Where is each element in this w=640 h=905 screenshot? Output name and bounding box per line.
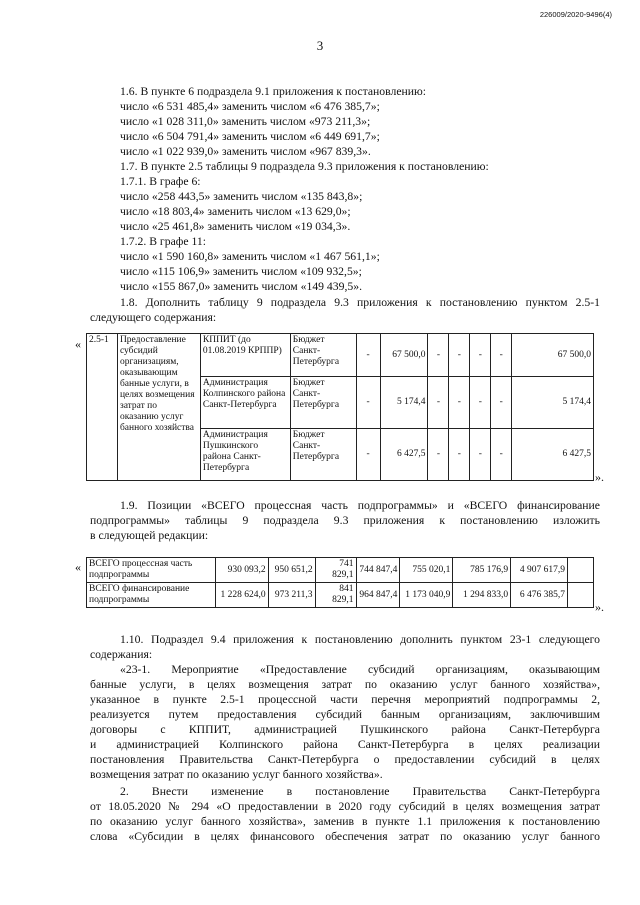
section-2-line: 2. Внести изменение в постановление Правительства Санкт-Петербурга bbox=[120, 785, 600, 798]
row-label: ВСЕГО финансирование подпрограммы bbox=[87, 583, 216, 608]
section-1-6-intro: 1.6. В пункте 6 подраздела 9.1 приложения к постановлению: bbox=[120, 85, 427, 98]
value-cell: - bbox=[491, 377, 512, 429]
quoted-text-line: договоры с КППИТ, администрацией Пушкинского района Санкт-Петербурга bbox=[90, 723, 600, 736]
value-cell: - bbox=[449, 429, 470, 481]
empty-cell bbox=[568, 583, 594, 608]
section-1-7-2-title: 1.7.2. В графе 11: bbox=[120, 235, 206, 248]
value-cell: - bbox=[491, 334, 512, 377]
value-cell: - bbox=[356, 377, 380, 429]
table-totals bbox=[86, 557, 594, 608]
value-cell: - bbox=[428, 377, 449, 429]
section-2-line: слова «Субсидии в целях финансового обеспечения затрат по оказанию услуг банного bbox=[90, 830, 600, 843]
quoted-text-line: постановления Правительства Санкт-Петербурга о предоставлении субсидий в целях bbox=[90, 753, 600, 766]
section-1-7-2-line: число «1 590 160,8» заменить числом «1 467 561,1»; bbox=[120, 250, 380, 263]
total-cell: 4 907 617,9 bbox=[511, 558, 568, 583]
value-cell: - bbox=[470, 377, 491, 429]
table-row bbox=[87, 583, 594, 608]
section-1-8-line: следующего содержания: bbox=[90, 311, 217, 324]
value-cell: 1 173 040,9 bbox=[400, 583, 453, 608]
value-cell: 785 176,9 bbox=[453, 558, 511, 583]
table-row bbox=[87, 334, 594, 377]
document-number: 226009/2020-9496(4) bbox=[539, 10, 612, 19]
value-cell: 744 847,4 bbox=[356, 558, 400, 583]
section-1-6-line: число «1 028 311,0» заменить числом «973 211,3»; bbox=[120, 115, 371, 128]
value-cell: - bbox=[356, 334, 380, 377]
value-cell: 741 829,1 bbox=[315, 558, 356, 583]
quoted-text-line: банные услуги, в целях возмещения затрат по оказанию услуг банного хозяйства», bbox=[90, 678, 600, 691]
close-quote: ». bbox=[595, 600, 604, 614]
row-label: ВСЕГО процессная часть подпрограммы bbox=[87, 558, 216, 583]
executor-cell: КППИТ (до 01.08.2019 КРППР) bbox=[200, 334, 290, 377]
quoted-text-line: возмещения затрат по оказанию услуг банного хозяйства». bbox=[90, 768, 383, 781]
executor-cell: Администрация Колпинского района Санкт-Петербурга bbox=[200, 377, 290, 429]
total-cell: 6 427,5 bbox=[512, 429, 594, 481]
quoted-text-line: реализуется путем предоставления субсидий банным организациям, заключившим bbox=[90, 708, 600, 721]
section-1-9-line: 1.9. Позиции «ВСЕГО процессная часть подпрограммы» и «ВСЕГО финансирование bbox=[120, 499, 600, 512]
value-cell: 841 829,1 bbox=[315, 583, 356, 608]
section-1-7-2-line: число «155 867,0» заменить числом «149 439,5». bbox=[120, 280, 362, 293]
section-1-7-2-line: число «115 106,9» заменить числом «109 932,5»; bbox=[120, 265, 362, 278]
value-cell: - bbox=[470, 334, 491, 377]
section-1-9-line: подпрограммы» таблицы 9 подраздела 9.3 приложения к постановлению изложить bbox=[90, 514, 600, 527]
value-cell: 964 847,4 bbox=[356, 583, 400, 608]
section-1-6-line: число «6 504 791,4» заменить числом «6 449 691,7»; bbox=[120, 130, 380, 143]
section-2-line: по оказанию услуг банного хозяйства», заменив в пункте 1.1 приложения к постановлению bbox=[90, 815, 600, 828]
executor-cell: Администрация Пушкинского района Санкт-Петербурга bbox=[200, 429, 290, 481]
value-cell: - bbox=[449, 334, 470, 377]
value-cell: 5 174,4 bbox=[380, 377, 428, 429]
section-1-7-1-title: 1.7.1. В графе 6: bbox=[120, 175, 201, 188]
total-cell: 5 174,4 bbox=[512, 377, 594, 429]
table-item-2-5-1 bbox=[86, 333, 594, 481]
value-cell: - bbox=[449, 377, 470, 429]
quoted-text-line: и администрацией Колпинского района Санкт-Петербурга в целях реализации bbox=[90, 738, 600, 751]
source-cell: Бюджет Санкт-Петербурга bbox=[290, 429, 356, 481]
section-2-line: от 18.05.2020 № 294 «О предоставлении в 2020 году субсидий в целях возмещения затрат bbox=[90, 800, 600, 813]
section-1-7-intro: 1.7. В пункте 2.5 таблицы 9 подраздела 9.3 приложения к постановлению: bbox=[120, 160, 489, 173]
value-cell: - bbox=[491, 429, 512, 481]
empty-cell bbox=[568, 558, 594, 583]
value-cell: - bbox=[356, 429, 380, 481]
open-quote: « bbox=[75, 337, 81, 351]
quoted-text-line: указанное в пункте 2.5-1 процессной части перечня мероприятий подпрограммы 2, bbox=[90, 693, 600, 706]
value-cell: 930 093,2 bbox=[215, 558, 268, 583]
value-cell: 950 651,2 bbox=[268, 558, 315, 583]
total-cell: 6 476 385,7 bbox=[511, 583, 568, 608]
close-quote: ». bbox=[595, 470, 604, 484]
value-cell: - bbox=[428, 334, 449, 377]
section-1-7-1-line: число «18 803,4» заменить числом «13 629,0»; bbox=[120, 205, 351, 218]
section-1-10-line: содержания: bbox=[90, 648, 153, 661]
item-number: 2.5-1 bbox=[87, 334, 118, 481]
section-1-9-line: в следующей редакции: bbox=[90, 529, 209, 542]
page-number: 3 bbox=[316, 38, 324, 53]
section-1-7-1-line: число «25 461,8» заменить числом «19 034,3». bbox=[120, 220, 351, 233]
value-cell: 6 427,5 bbox=[380, 429, 428, 481]
value-cell: 755 020,1 bbox=[400, 558, 453, 583]
value-cell: 1 294 833,0 bbox=[453, 583, 511, 608]
table-row bbox=[87, 558, 594, 583]
value-cell: - bbox=[428, 429, 449, 481]
item-description: Предоставление субсидий организациям, оказывающим банные услуги, в целях возмещения затрат по оказанию услуг банного хозяйства bbox=[117, 334, 200, 481]
section-1-7-1-line: число «258 443,5» заменить числом «135 843,8»; bbox=[120, 190, 363, 203]
value-cell: - bbox=[470, 429, 491, 481]
quoted-text-line: «23-1. Мероприятие «Предоставление субсидий организациям, оказывающим bbox=[120, 663, 600, 676]
section-1-6-line: число «1 022 939,0» заменить числом «967 839,3». bbox=[120, 145, 371, 158]
section-1-6-line: число «6 531 485,4» заменить числом «6 476 385,7»; bbox=[120, 100, 380, 113]
value-cell: 1 228 624,0 bbox=[215, 583, 268, 608]
total-cell: 67 500,0 bbox=[512, 334, 594, 377]
value-cell: 67 500,0 bbox=[380, 334, 428, 377]
open-quote: « bbox=[75, 560, 81, 574]
value-cell: 973 211,3 bbox=[268, 583, 315, 608]
section-1-8-line: 1.8. Дополнить таблицу 9 подраздела 9.3 приложения к постановлению пунктом 2.5-1 bbox=[120, 296, 600, 309]
source-cell: Бюджет Санкт-Петербурга bbox=[290, 377, 356, 429]
source-cell: Бюджет Санкт-Петербурга bbox=[290, 334, 356, 377]
section-1-10-line: 1.10. Подраздел 9.4 приложения к постановлению дополнить пунктом 23-1 следующего bbox=[120, 633, 600, 646]
